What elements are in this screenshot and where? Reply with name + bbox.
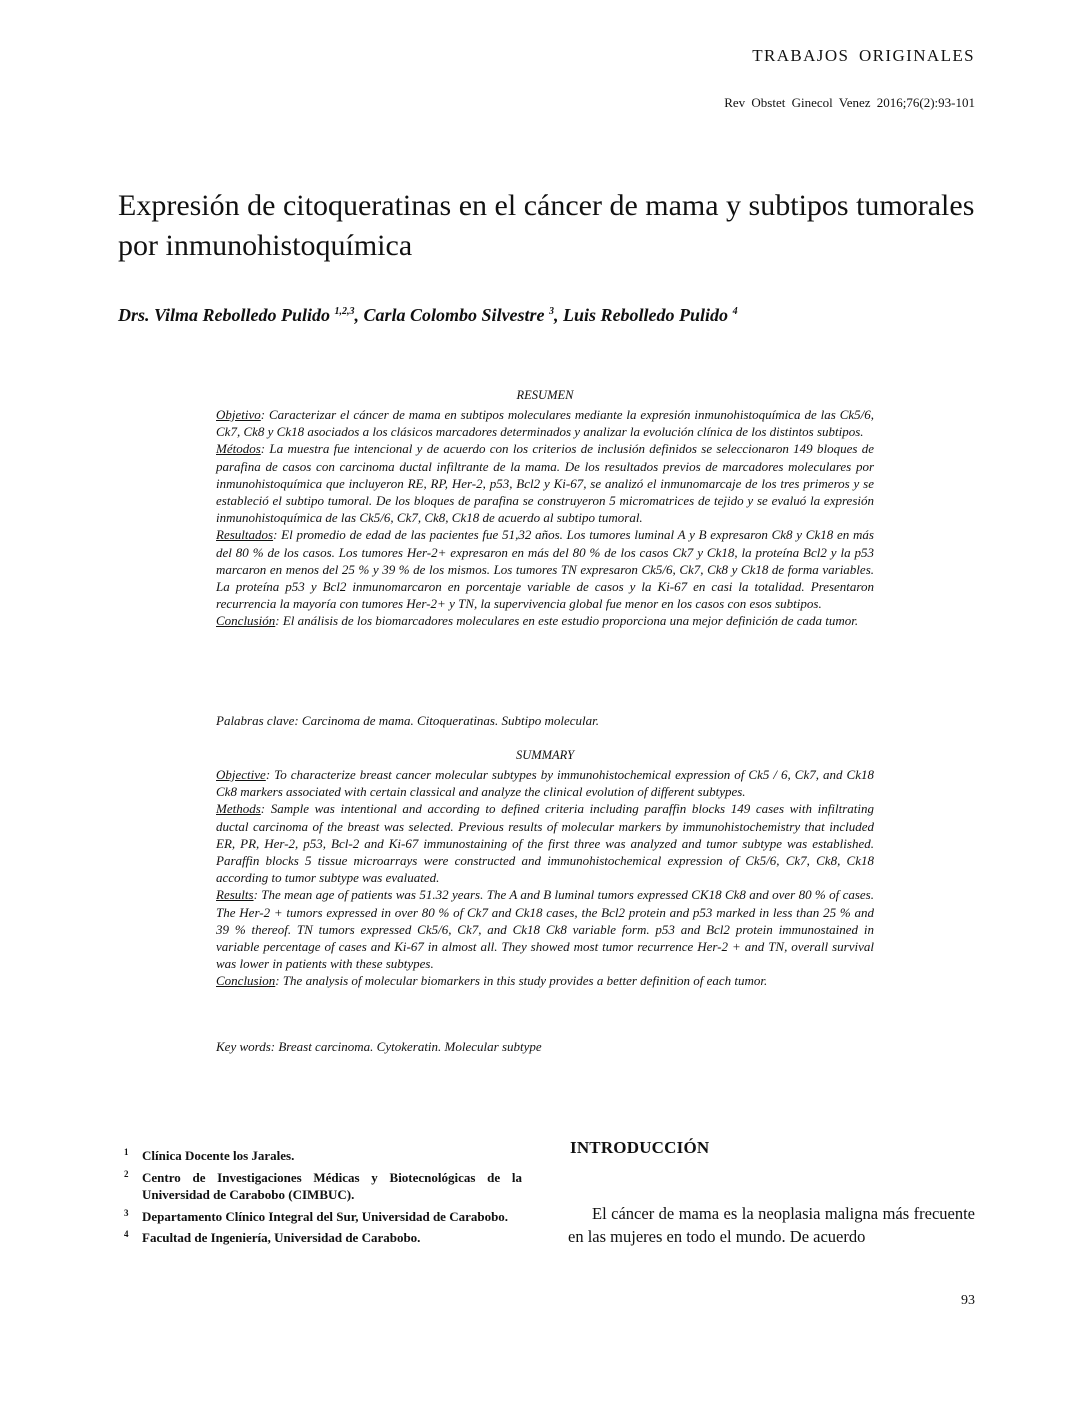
page-number: 93 bbox=[961, 1293, 975, 1308]
footnote bbox=[118, 1208, 522, 1226]
author-2: Carla Colombo Silvestre bbox=[363, 305, 545, 325]
footnote bbox=[118, 1147, 522, 1165]
footnote-number: 4 bbox=[124, 1229, 129, 1239]
footnote bbox=[118, 1169, 522, 1204]
author-3: Luis Rebolledo Pulido bbox=[563, 305, 729, 325]
resumen-resultados bbox=[216, 526, 874, 612]
key-words: Key words: Breast carcinoma. Cytokeratin. Molecular subtype bbox=[216, 1039, 542, 1054]
footnote-text: Facultad de Ingeniería, Universidad de Carabobo. bbox=[142, 1230, 421, 1245]
introduccion-heading: INTRODUCCIÓN bbox=[570, 1138, 710, 1157]
summary-results bbox=[216, 886, 874, 972]
author-1-affiliation: 1,2,3 bbox=[334, 306, 355, 317]
author-separator: , bbox=[554, 305, 564, 325]
resumen-metodos-text: : La muestra fue intencional y de acuerdo con los criterios de inclusión definidos se seleccionaron 149 bloques de parafina de casos con carcinoma ductal infiltrante de la mama. De los resultados previos de marcadores moleculares por inmunohistoquímica que incluyeron RE, RP, Her-2, p53, Bcl2 y Ki-67, se analizó el inmunomarcaje de los tres primeros y se estableció el subtipo tumoral. De los bloques de parafina se construyeron 5 micromatrices de tejido y se evaluó la expresión inmunohistoquímica de las Ck5/6, Ck7, Ck8, Ck18 de acuerdo al subtipo tumoral. bbox=[216, 441, 874, 526]
author-separator: , bbox=[354, 305, 364, 325]
footnote-number: 3 bbox=[124, 1207, 129, 1218]
resumen-body bbox=[216, 406, 874, 630]
summary-objective bbox=[216, 766, 874, 800]
authors-prefix: Drs. bbox=[118, 305, 155, 325]
footnote-number: 2 bbox=[124, 1168, 129, 1179]
resumen-metodos-label: Métodos bbox=[216, 441, 261, 457]
resumen-objetivo-text: : Caracterizar el cáncer de mama en subtipos moleculares mediante la expresión inmunohistoquímica de las Ck5/6, Ck7, Ck8 y Ck18 asociados a los clásicos marcadores determinados y analizar la evolución clínica de los distintos subtipos. bbox=[216, 407, 874, 440]
resumen-objetivo bbox=[216, 406, 874, 440]
resumen-resultados-label: Resultados bbox=[216, 527, 274, 543]
summary-methods bbox=[216, 800, 874, 886]
summary-methods-label: Methods bbox=[216, 801, 261, 817]
summary-heading: SUMMARY bbox=[515, 748, 575, 762]
footnote-text: Departamento Clínico Integral del Sur, Universidad de Carabobo. bbox=[142, 1208, 509, 1224]
summary-methods-text: : Sample was intentional and according to defined criteria including paraffin blocks 149 cases with infiltrating ductal carcinoma of the breast was selected. Previous results of molecular markers by immunohistochemistry that included ER, PR, Her-2, p53, Bcl-2 and Ki-67 immunostaining of the first three was analyzed and tumor subtype was established. Paraffin blocks 5 tissue microarrays were constructed and immunohistochemical expression of Ck5/6, Ck7, Ck8, Ck18 according to tumor subtype was evaluated. bbox=[216, 801, 874, 886]
footnote-text: Clínica Docente los Jarales. bbox=[142, 1148, 295, 1163]
author-3-affiliation: 4 bbox=[732, 306, 738, 317]
article-title: Expresión de citoqueratinas en el cáncer de mama y subtipos tumorales por inmunohistoquímica bbox=[118, 189, 975, 262]
summary-conclusion-text: : The analysis of molecular biomarkers in this study provides a better definition of each tumor. bbox=[275, 973, 768, 989]
footnote-text: Centro de Investigaciones Médicas y Biotecnológicas de la Universidad de Carabobo (CIMBUC). bbox=[142, 1169, 522, 1202]
resumen-heading: RESUMEN bbox=[516, 388, 574, 402]
summary-conclusion-label: Conclusion bbox=[216, 973, 276, 989]
summary-conclusion bbox=[216, 972, 874, 989]
summary-body bbox=[216, 766, 874, 990]
author-list bbox=[118, 305, 988, 326]
introduccion-paragraph: El cáncer de mama es la neoplasia maligna más frecuente en las mujeres en todo el mundo. De acuerdo bbox=[568, 1204, 975, 1246]
footnote bbox=[118, 1229, 522, 1247]
footnote-number: 1 bbox=[124, 1147, 129, 1157]
author-2-affiliation: 3 bbox=[549, 306, 555, 317]
resumen-conclusion-label: Conclusión bbox=[216, 613, 276, 629]
resumen-resultados-text: : El promedio de edad de las pacientes fue 51,32 años. Los tumores luminal A y B expresaron Ck8 y Ck18 en más del 80 % de los casos. Los tumores Her-2+ expresaron en más del 80 % de los casos Ck7 y Ck18, la proteína Bcl2 y la p53 marcaron en menos del 25 % y 39 % de los mismos. Los tumores TN expresaron Ck5/6, Ck7, Ck8 y Ck18 de forma variables. La proteína p53 y Bcl2 inmunomarcaron en porcentaje variable de casos y la Ki-67 en casi la totalidad. Presentaron recurrencia la mayoría con tumores Her-2+ y TN, la supervivencia global fue menor en los casos con esos subtipos. bbox=[216, 527, 874, 612]
summary-objective-label: Objective bbox=[216, 767, 266, 782]
resumen-conclusion-text: : El análisis de los biomarcadores moleculares en este estudio proporciona una mejor definición de cada tumor. bbox=[275, 613, 859, 629]
section-label: TRABAJOS ORIGINALES bbox=[752, 46, 975, 65]
summary-results-text: : The mean age of patients was 51.32 years. The A and B luminal tumors expressed CK18 Ck8 and over 80 % of cases. The Her-2 + tumors expressed in over 80 % of Ck7 and Ck18 cases, the Bcl2 protein and p53 marked in less than 25 % and 39 % thereof. TN tumors expressed Ck5/6, Ck7, and Ck18 Ck8 variable form. p53 and Bcl2 protein immunostained in variable percentage of cases and Ki-67 in almost all. They showed most tumor recurrence Her-2 + and TN, overall survival was lower in patients with these subtypes. bbox=[216, 887, 874, 972]
affiliation-footnotes bbox=[118, 1147, 522, 1251]
summary-results-label: Results bbox=[216, 887, 254, 903]
summary-objective-text: : To characterize breast cancer molecular subtypes by immunohistochemical expression of Ck5 / 6, Ck7, and Ck18 Ck8 markers associated with certain classical and analyze the clinical evolution of different subtypes. bbox=[216, 767, 874, 800]
resumen-metodos bbox=[216, 440, 874, 526]
palabras-clave: Palabras clave: Carcinoma de mama. Citoqueratinas. Subtipo molecular. bbox=[216, 713, 599, 728]
resumen-conclusion bbox=[216, 612, 874, 629]
journal-reference: Rev Obstet Ginecol Venez 2016;76(2):93-101 bbox=[724, 95, 975, 110]
resumen-objetivo-label: Objetivo bbox=[216, 407, 261, 422]
author-1: Vilma Rebolledo Pulido bbox=[154, 305, 331, 325]
